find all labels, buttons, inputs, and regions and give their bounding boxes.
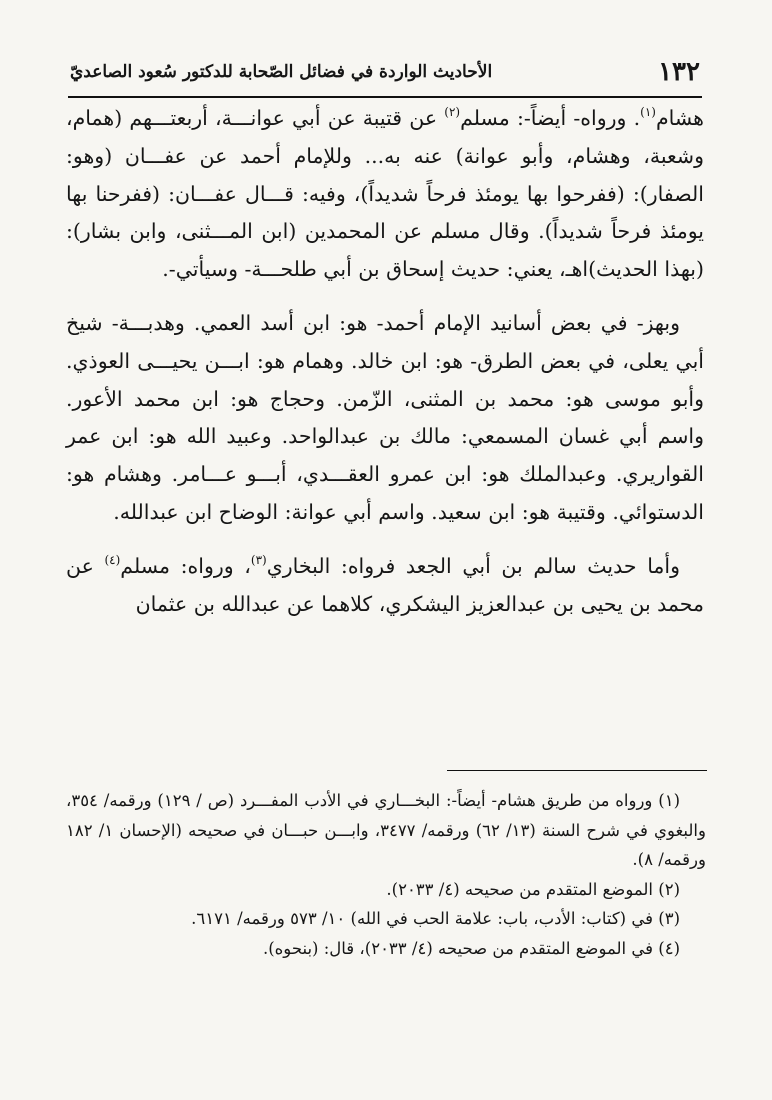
footnote-marker: (١) [640, 105, 656, 119]
footnotes [66, 786, 706, 963]
footnote-marker: (٣) [250, 552, 267, 567]
paragraph-1: هشام$^{(١)}$. ورواه- أيضاً-: مسلم$^{(٢)}$ عن قتيبة عن أبي عوانـــة، أربعتـــهم (همام، وشعبة، وهشام، وأبو عوانة) عنه به... وللإمام أحمد عن عفـــان (وهو: الصفار): (ففرحوا بها يومئذ فرحاً شديداً)، وفيه: قـــال عفـــان: (ففرحنا بها يومئذ فرحاً شديداً). وقال مسلم عن المحمدين (ابن المـــثنى، وابن بشار): (بهذا الحديث)اهـ، يعني: حديث إسحاق بن أبي طلحـــة- وسيأتي-. [66, 105, 704, 282]
footnote-4: (٤) في الموضع المتقدم من صحيحه (٤/ ٢٠٣٣)، قال: (بنحوه). [262, 938, 680, 958]
paragraph-3: وأما حديث سالم بن أبي الجعد فرواه: البخاري$^{(٣)}$، ورواه: مسلم$^{(٤)}$ عن محمد بن يحيى بن عبدالعزيز اليشكري، كلاهما عن عبدالله بن عثمان [66, 552, 704, 616]
footnote-marker: (٤) [104, 552, 121, 567]
footnote-3: (٣) في (كتاب: الأدب، باب: علامة الحب في الله) ١٠/ ٥٧٣ ورقمه/ ٦١٧١. [191, 909, 680, 928]
footnote-separator [447, 770, 707, 771]
page-header [70, 48, 700, 96]
paragraph-2: وبهز- في بعض أسانيد الإمام أحمد- هو: ابن أسد العمي. وهدبـــة- شيخ أبي يعلى، في بعض الطرق- هو: ابن خالد. وهمام هو: ابـــن يحيـــى العوذي. وأبو موسى هو: محمد بن المثنى، الزّمن. وحجاج هو: ابن محمد الأعور. واسم أبي غسان المسمعي: مالك بن عبدالواحد. وعبيد الله هو: ابن عمر القواريري. وعبدالملك هو: ابن عمرو العقـــدي، أبـــو عـــامر. وهشام هو: الدستوائي. وقتيبة هو: ابن سعيد. واسم أبي عوانة: الوضاح ابن عبدالله. [66, 310, 704, 524]
footnote-2: (٢) الموضع المتقدم من صحيحه (٤/ ٢٠٣٣). [386, 879, 680, 899]
running-title: الأحاديث الواردة في فضائل الصّحابة للدكتور سُعود الصاعديّ [70, 62, 493, 82]
main-text [66, 100, 704, 639]
page-number: ١٣٢ [658, 57, 700, 87]
header-rule [68, 96, 702, 98]
footnote-marker: (٢) [444, 105, 461, 119]
footnote-1: (١) ورواه من طريق هشام- أيضاً-: البخـــاري في الأدب المفـــرد (ص / ١٢٩) ورقمه/ ٣٥٤، والبغوي في شرح السنة (١٣/ ٦٢) ورقمه/ ٣٤٧٧، وابـــن حبـــان في صحيحه (الإحسان ١/ ١٨٢ ورقمه/ ٨). [66, 791, 706, 869]
